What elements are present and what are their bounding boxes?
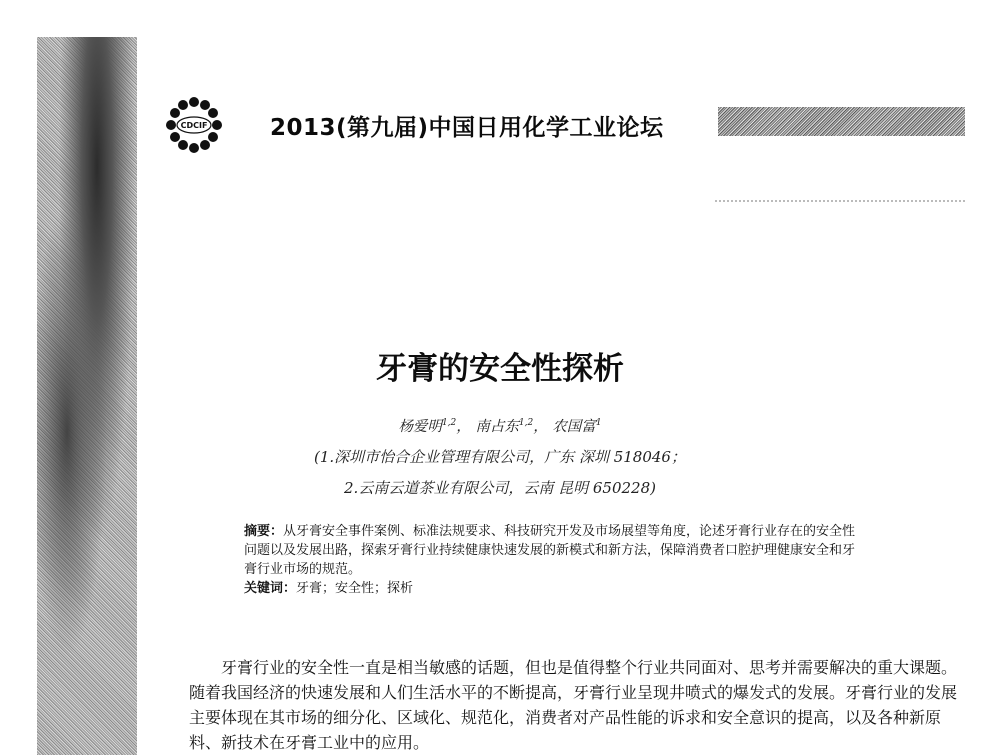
paper-title: 牙膏的安全性探析: [376, 351, 624, 387]
forum-header: [165, 96, 965, 154]
author-affiliation-mark: 1,2: [441, 418, 457, 429]
body-text: [189, 655, 969, 755]
author-name: 南占东: [475, 419, 519, 435]
dotted-divider: [715, 200, 965, 202]
scanned-page-edge: [37, 37, 137, 755]
abstract-block: [244, 522, 864, 598]
author-separator: ，: [456, 419, 471, 435]
author-list: [0, 415, 1000, 436]
author-name: 农国富: [552, 419, 596, 435]
body-paragraph: 牙膏行业的安全性一直是相当敏感的话题，但也是值得整个行业共同面对、思考并需要解决的重大课题。随着我国经济的快速发展和人们生活水平的不断提高，牙膏行业呈现井喷式的爆发式的发展。牙膏行业的发展主要体现在其市场的细分化、区域化、规范化，消费者对产品性能的诉求和安全意识的提高，以及各种新原料、新技术在牙膏工业中的应用。: [189, 658, 958, 752]
forum-title: 2013(第九届)中国日用化学工业论坛: [270, 115, 664, 141]
header-decorative-bar: [718, 107, 965, 136]
abstract-text: 从牙膏安全事件案例、标准法规要求、科技研究开发及市场展望等角度，论述牙膏行业存在的安全性问题以及发展出路，探索牙膏行业持续健康快速发展的新模式和新方法，保障消费者口腔护理健康安全和牙膏行业市场的规范。: [244, 524, 856, 577]
keywords-label: 关键词：: [244, 581, 297, 596]
cdcif-logo: [165, 96, 223, 154]
author-affiliation-mark: 1: [595, 418, 602, 429]
affiliation-2: 2.云南云道茶业有限公司，云南 昆明 650228): [344, 479, 656, 497]
keywords-text: 牙膏；安全性；探析: [296, 581, 414, 596]
author-name: 杨爱明: [398, 419, 442, 435]
author-affiliation-mark: 1,2: [518, 418, 534, 429]
author-separator: ，: [533, 419, 548, 435]
keywords-paragraph: [244, 579, 864, 598]
affiliation-1: (1.深圳市怡合企业管理有限公司，广东 深圳 518046；: [314, 448, 686, 466]
logo-text: CDCIF: [180, 121, 208, 130]
abstract-paragraph: [244, 522, 864, 579]
abstract-label: 摘要：: [244, 524, 284, 539]
